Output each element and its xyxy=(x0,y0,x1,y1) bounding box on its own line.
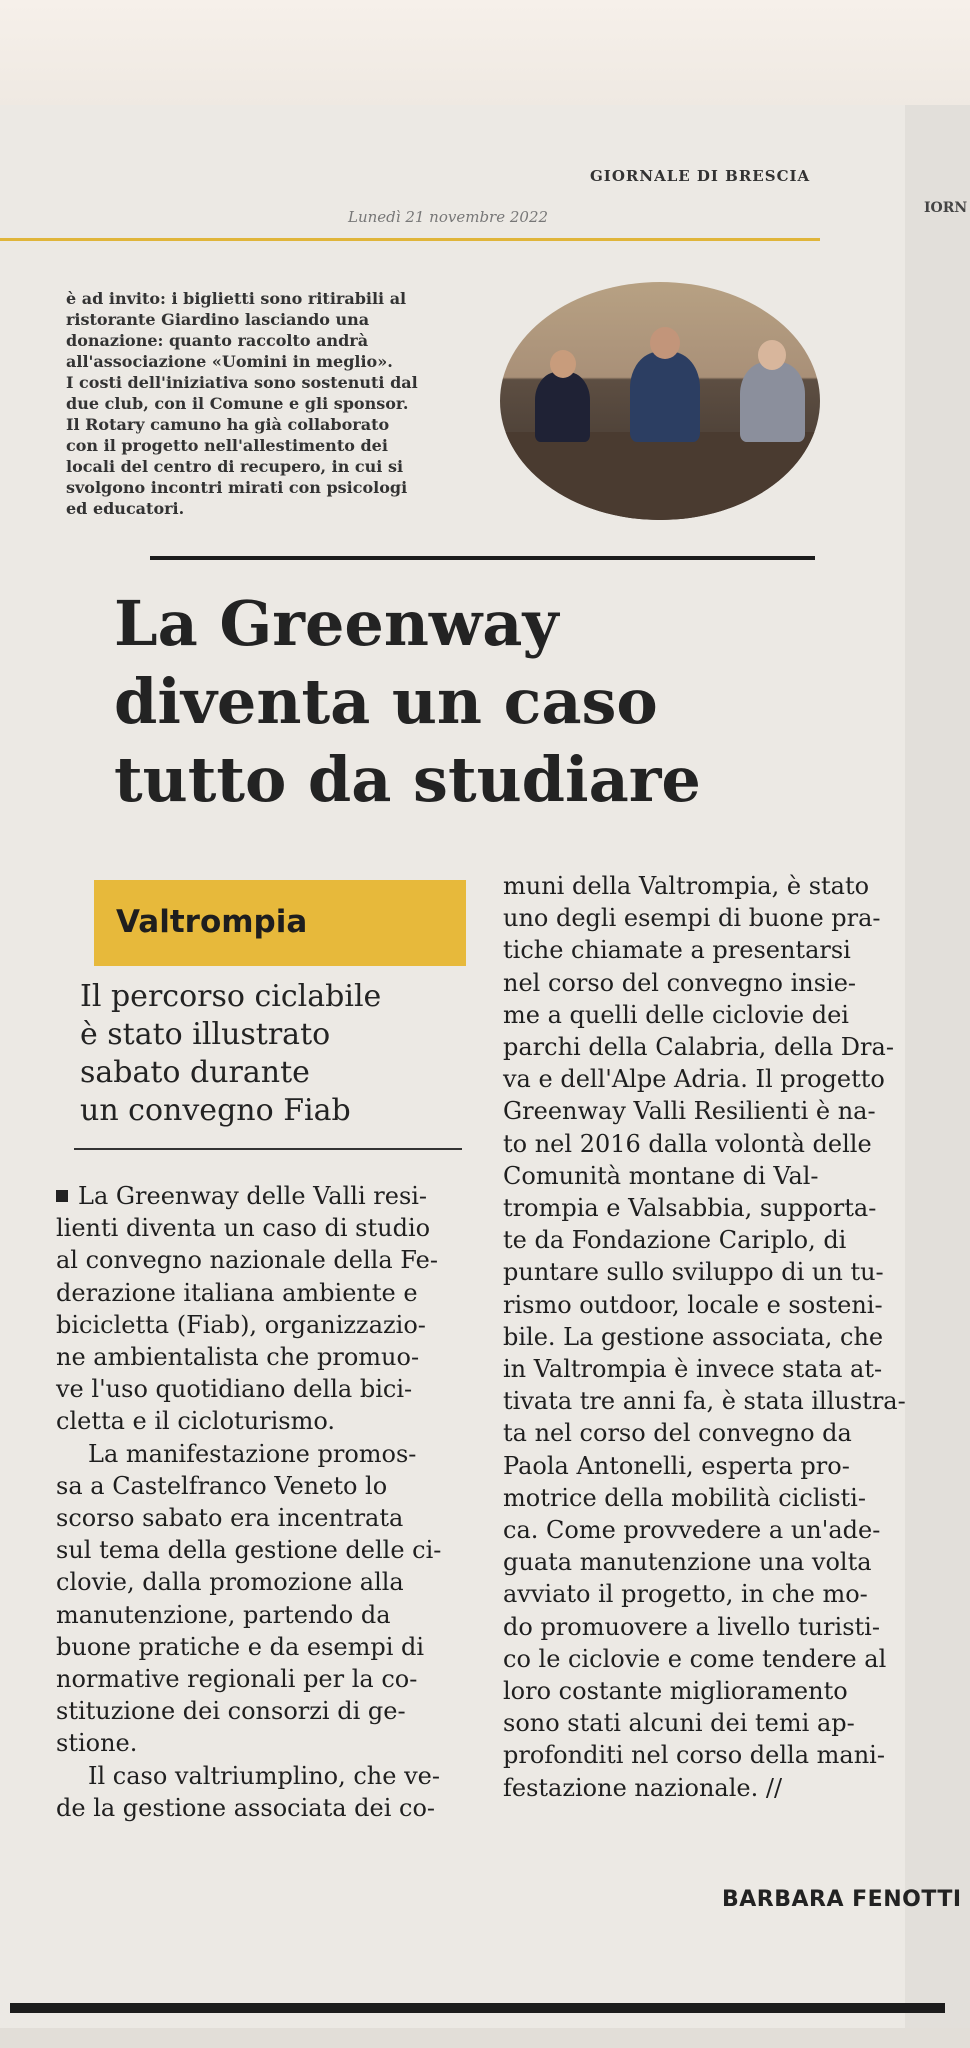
photo-person xyxy=(740,362,805,442)
text-line: sono stati alcuni dei temi ap- xyxy=(503,1709,855,1738)
photo-head xyxy=(650,327,680,359)
adjacent-newspaper-name: IORN xyxy=(924,200,968,216)
text-line: derazione italiana ambiente e xyxy=(56,1278,418,1307)
previous-article-text xyxy=(66,288,451,519)
issue-date: Lunedì 21 novembre 2022 xyxy=(348,208,549,226)
text-line: co le ciclovie e come tendere al xyxy=(503,1644,887,1673)
text-line: Il Rotary camuno ha già collaborato xyxy=(66,415,390,434)
text-line: con il progetto nell'allestimento dei xyxy=(66,436,388,455)
headline-line: tutto da studiare xyxy=(114,743,701,816)
text-line: Il caso valtriumplino, che ve- xyxy=(88,1761,440,1790)
author-byline: BARBARA FENOTTI xyxy=(722,1887,962,1912)
text-line: ed educatori. xyxy=(66,499,185,518)
subhead-rule xyxy=(74,1148,462,1150)
text-line: ne ambientalista che promuo- xyxy=(56,1343,420,1372)
text-line: ristorante Giardino lasciando una xyxy=(66,310,370,329)
headline-line: diventa un caso xyxy=(114,665,658,738)
text-line: uno degli esempi di buone pra- xyxy=(503,904,881,933)
text-line: è ad invito: i biglietti sono ritirabili al xyxy=(66,289,407,308)
section-tag xyxy=(94,880,466,966)
text-line: festazione nazionale. // xyxy=(503,1773,783,1802)
text-line: bicicletta (Fiab), organizzazio- xyxy=(56,1310,426,1339)
text-line: me a quelli delle ciclovie dei xyxy=(503,1000,849,1029)
text-line: tivata tre anni fa, è stata illustra- xyxy=(503,1387,906,1416)
subhead-line: è stato illustrato xyxy=(80,1017,331,1052)
text-line: motrice della mobilità ciclisti- xyxy=(503,1483,866,1512)
text-line: I costi dell'iniziativa sono sostenuti dal xyxy=(66,373,418,392)
photo-person xyxy=(535,372,590,442)
article-photo xyxy=(500,282,820,520)
text-line: svolgono incontri mirati con psicologi xyxy=(66,478,408,497)
section-tag-label: Valtrompia xyxy=(116,904,308,940)
text-line: ca. Come provvedere a un'ade- xyxy=(503,1516,881,1545)
page-bottom-rule xyxy=(10,2003,945,2013)
text-line: ve l'uso quotidiano della bici- xyxy=(56,1375,413,1404)
text-line: Paola Antonelli, esperta pro- xyxy=(503,1451,850,1480)
photo-head xyxy=(550,350,576,378)
text-line: de la gestione associata dei co- xyxy=(56,1793,436,1822)
text-line: puntare sullo sviluppo di un tu- xyxy=(503,1258,884,1287)
text-line: loro costante miglioramento xyxy=(503,1677,848,1706)
text-line: Comunità montane di Val- xyxy=(503,1161,819,1190)
text-line: buone pratiche e da esempi di xyxy=(56,1632,425,1661)
text-line: avviato il progetto, in che mo- xyxy=(503,1580,868,1609)
text-line: scorso sabato era incentrata xyxy=(56,1504,404,1533)
photo-table xyxy=(500,432,820,520)
text-line: La Greenway delle Valli resi- xyxy=(56,1180,466,1212)
text-line: donazione: quanto raccolto andrà xyxy=(66,331,369,350)
text-line: trompia e Valsabbia, supporta- xyxy=(503,1194,877,1223)
article-headline xyxy=(114,585,874,819)
text-line: Greenway Valli Resilienti è na- xyxy=(503,1097,876,1126)
text-line: profonditi nel corso della mani- xyxy=(503,1741,885,1770)
text-line: due club, con il Comune e gli sponsor. xyxy=(66,394,409,413)
article-top-rule xyxy=(150,556,815,560)
text-line: muni della Valtrompia, è stato xyxy=(503,872,870,900)
text-line: La manifestazione promos- xyxy=(88,1439,417,1468)
text-line: sul tema della gestione delle ci- xyxy=(56,1536,442,1565)
square-bullet-icon xyxy=(56,1190,68,1202)
text-line: te da Fondazione Cariplo, di xyxy=(503,1226,847,1255)
subhead-line: Il percorso ciclabile xyxy=(80,979,382,1014)
text-line: in Valtrompia è invece stata at- xyxy=(503,1355,883,1384)
text-line: do promuovere a livello turisti- xyxy=(503,1612,880,1641)
article-column-left xyxy=(56,1180,466,1824)
text-line: lienti diventa un caso di studio xyxy=(56,1214,431,1243)
text-line: cletta e il cicloturismo. xyxy=(56,1407,336,1436)
text-line: normative regionali per la co- xyxy=(56,1665,418,1694)
article-column-right xyxy=(503,870,933,1804)
text-line: to nel 2016 dalla volontà delle xyxy=(503,1129,872,1158)
header-rule xyxy=(0,238,820,241)
subhead-line: sabato durante xyxy=(80,1055,310,1090)
subhead-line: un convegno Fiab xyxy=(80,1093,351,1128)
text-line: bile. La gestione associata, che xyxy=(503,1322,884,1351)
text-line: all'associazione «Uomini in meglio». xyxy=(66,352,393,371)
photo-person xyxy=(630,352,700,442)
text-line: al convegno nazionale della Fe- xyxy=(56,1246,438,1275)
text-line: ta nel corso del convegno da xyxy=(503,1419,852,1448)
text-line: va e dell'Alpe Adria. Il progetto xyxy=(503,1065,885,1094)
text-line: rismo outdoor, locale e sosteni- xyxy=(503,1290,883,1319)
article-subhead xyxy=(80,978,470,1130)
text-line: locali del centro di recupero, in cui si xyxy=(66,457,404,476)
headline-line: La Greenway xyxy=(114,587,559,660)
photo-head xyxy=(758,340,786,370)
text-line: stione. xyxy=(56,1729,138,1758)
text-line: parchi della Calabria, della Dra- xyxy=(503,1033,894,1062)
text-line: manutenzione, partendo da xyxy=(56,1600,391,1629)
text-line: tiche chiamate a presentarsi xyxy=(503,936,851,965)
text-line: sa a Castelfranco Veneto lo xyxy=(56,1471,388,1500)
text-line: clovie, dalla promozione alla xyxy=(56,1568,404,1597)
text-line: stituzione dei consorzi di ge- xyxy=(56,1697,406,1726)
newspaper-name: GIORNALE DI BRESCIA xyxy=(590,167,811,185)
text-line: nel corso del convegno insie- xyxy=(503,968,857,997)
text-line: guata manutenzione una volta xyxy=(503,1548,872,1577)
page-bottom-strip xyxy=(0,2028,970,2048)
